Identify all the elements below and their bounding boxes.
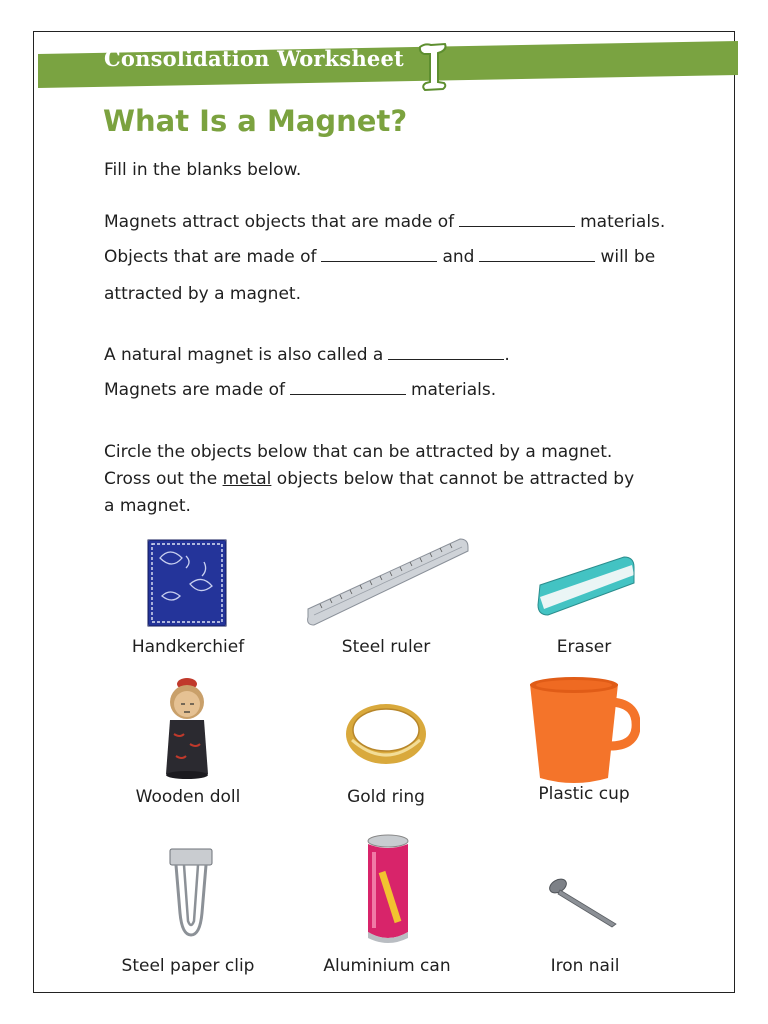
label-steel-paper-clip: Steel paper clip — [121, 956, 255, 976]
sentence-4 — [104, 380, 496, 400]
aluminium-can-image[interactable] — [360, 832, 416, 948]
sentence-3 — [104, 345, 510, 365]
sentence-3-text-b: . — [504, 345, 510, 365]
sentence-2 — [104, 247, 655, 267]
sentence-1 — [104, 212, 665, 232]
circle-instruction-post: objects below that cannot be attracted by — [276, 469, 635, 489]
sentence-1-text-a: Magnets attract objects that are made of — [104, 212, 455, 232]
label-handkerchief: Handkerchief — [131, 637, 245, 657]
circle-instruction-pre: Cross out the — [104, 469, 218, 489]
label-iron-nail: Iron nail — [550, 956, 620, 976]
label-steel-ruler: Steel ruler — [341, 637, 431, 657]
eraser-image[interactable] — [532, 545, 638, 620]
label-wooden-doll: Wooden doll — [135, 787, 241, 807]
handkerchief-image[interactable] — [146, 536, 230, 630]
underlined-word-metal: metal — [222, 469, 272, 489]
steel-paper-clip-image[interactable] — [166, 843, 216, 943]
label-gold-ring: Gold ring — [347, 787, 425, 807]
sentence-1-text-b: materials. — [580, 212, 666, 232]
sentence-4-text-a: Magnets are made of — [104, 380, 285, 400]
label-aluminium-can: Aluminium can — [323, 956, 451, 976]
wooden-doll-image[interactable] — [160, 674, 214, 780]
sentence-2-continued: attracted by a magnet. — [104, 284, 301, 304]
blank-4[interactable] — [388, 345, 504, 360]
sentence-2-text-b: and — [442, 247, 475, 267]
label-eraser: Eraser — [556, 637, 612, 657]
circle-instruction-line-3: a magnet. — [104, 496, 191, 516]
instruction-fill: Fill in the blanks below. — [104, 160, 302, 180]
steel-ruler-image[interactable] — [304, 533, 470, 629]
blank-3[interactable] — [479, 247, 595, 262]
blank-2[interactable] — [321, 247, 437, 262]
banner-label: Consolidation Worksheet — [104, 46, 404, 71]
sentence-3-text-a: A natural magnet is also called a — [104, 345, 384, 365]
gold-ring-image[interactable] — [342, 696, 430, 768]
blank-5[interactable] — [290, 380, 406, 395]
plastic-cup-image[interactable] — [528, 676, 640, 784]
circle-instruction-line-1: Circle the objects below that can be attracted by a magnet. — [104, 442, 613, 462]
iron-nail-image[interactable] — [546, 876, 622, 932]
circle-instruction-line-2 — [104, 469, 634, 489]
sentence-4-text-b: materials. — [410, 380, 497, 400]
blank-1[interactable] — [459, 212, 575, 227]
label-plastic-cup: Plastic cup — [538, 784, 630, 804]
sentence-2-text-c: will be — [600, 247, 656, 267]
sentence-2-text-a: Objects that are made of — [104, 247, 317, 267]
page-title: What Is a Magnet? — [103, 104, 408, 138]
